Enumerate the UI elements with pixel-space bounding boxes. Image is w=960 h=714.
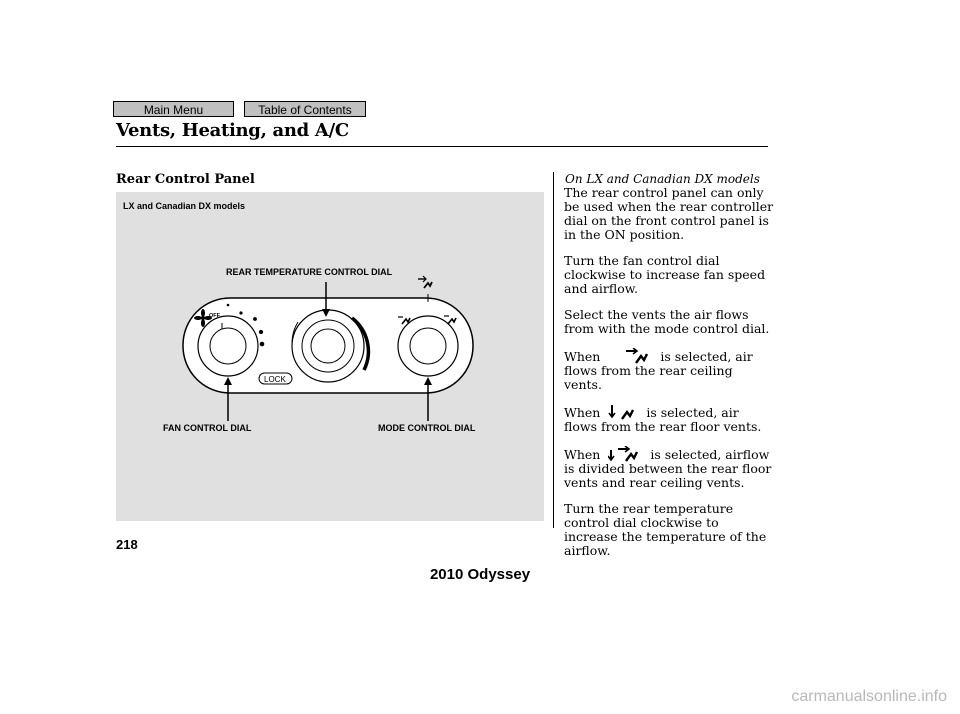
table-of-contents-button[interactable]: Table of Contents	[244, 101, 366, 117]
mode-dial-callout: MODE CONTROL DIAL	[378, 423, 476, 433]
column-divider	[553, 172, 554, 528]
rear-control-panel-figure	[116, 192, 544, 521]
lock-label: LOCK	[264, 375, 286, 384]
when-label: When	[564, 349, 601, 364]
when-label: When	[564, 405, 601, 420]
paragraph-bilevel-mode	[564, 446, 774, 490]
footer-model-name: 2010 Odyssey	[429, 566, 531, 583]
instruction-text	[564, 186, 774, 570]
paragraph-temperature-dial: Turn the rear temperature control dial clockwise to increase the temperature of the airflow.	[564, 501, 767, 558]
floor-mode-text: is selected, air flows from the rear floor vents.	[564, 405, 762, 434]
when-label: When	[564, 447, 601, 462]
floor-vent-icon	[608, 404, 638, 420]
off-label: OFF	[209, 313, 220, 319]
paragraph-fan-dial: Turn the fan control dial clockwise to increase fan speed and airflow.	[564, 253, 766, 296]
ceiling-mode-text: is selected, air flows from the rear ceiling vents.	[564, 349, 753, 392]
paragraph-rear-panel-usage: The rear control panel can only be used when the rear controller dial on the front control panel is in the ON position.	[564, 185, 774, 242]
watermark: carmanualsonline.info	[791, 688, 947, 705]
rear-temperature-dial-callout: REAR TEMPERATURE CONTROL DIAL	[226, 267, 393, 277]
section-heading: Rear Control Panel	[116, 172, 255, 187]
main-menu-button[interactable]: Main Menu	[113, 101, 234, 117]
title-divider	[116, 146, 768, 147]
mode-ceiling-icon	[418, 276, 432, 288]
model-note: On LX and Canadian DX models	[565, 172, 760, 186]
page-title: Vents, Heating, and A/C	[116, 120, 349, 141]
ceiling-vent-icon	[618, 348, 652, 364]
fan-dial-callout: FAN CONTROL DIAL	[163, 423, 252, 433]
paragraph-ceiling-mode	[564, 348, 774, 392]
bilevel-mode-text: is selected, airflow is divided between the rear floor vents and rear ceiling vents.	[564, 447, 772, 490]
control-panel-illustration	[116, 192, 544, 521]
paragraph-mode-dial: Select the vents the air flows from with the mode control dial.	[564, 307, 770, 336]
page-number: 218	[116, 537, 138, 552]
paragraph-floor-mode	[564, 404, 774, 434]
bi-level-vent-icon	[608, 446, 642, 462]
figure-caption: LX and Canadian DX models	[123, 201, 246, 211]
